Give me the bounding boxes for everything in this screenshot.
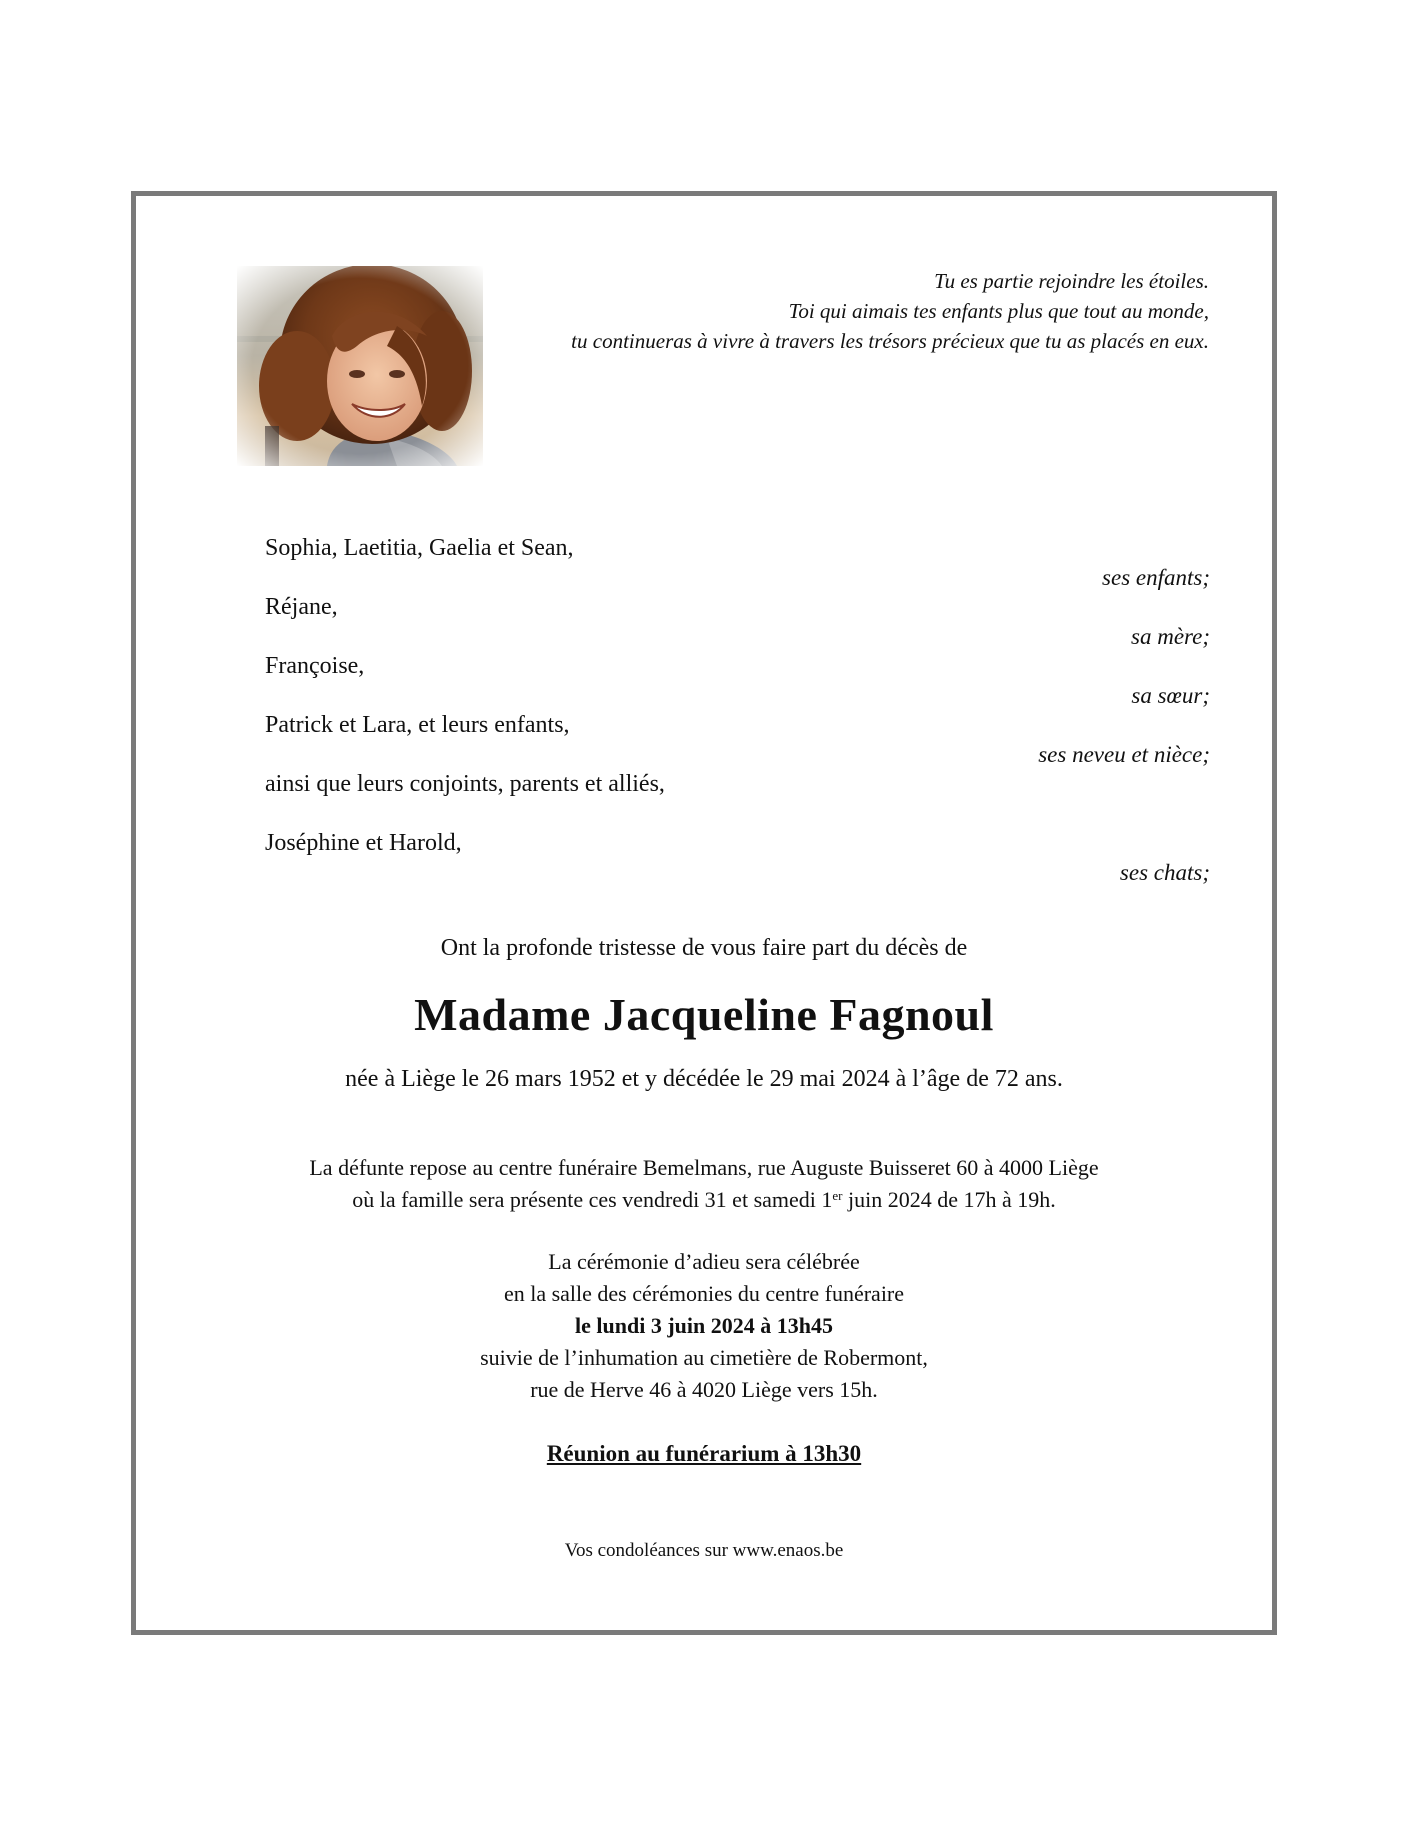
family-names: Françoise, — [265, 653, 365, 679]
family-names: ainsi que leurs conjoints, parents et alliés, — [265, 771, 665, 797]
portrait-photo — [237, 266, 483, 466]
ceremony-line: en la salle des cérémonies du centre funéraire — [503, 1281, 905, 1306]
family-relation: sa sœur; — [1131, 683, 1210, 708]
birth-death-dates: née à Liège le 26 mars 1952 et y décédée le 29 mai 2024 à l’âge de 72 ans. — [345, 1066, 1063, 1092]
poem-line: tu continueras à vivre à travers les trésors précieux que tu as placés en eux. — [571, 329, 1209, 353]
family-names: Réjane, — [265, 594, 338, 620]
ordinal-suffix: er — [832, 1188, 843, 1203]
repose-line: La défunte repose au centre funéraire Bemelmans, rue Auguste Buisseret 60 à 4000 Liège — [309, 1155, 1099, 1180]
repose-text: où la famille sera présente ces vendredi 31 et samedi 1 — [352, 1187, 833, 1212]
deceased-name: Madame Jacqueline Fagnoul — [414, 989, 994, 1040]
ceremony-line: La cérémonie d’adieu sera célébrée — [548, 1249, 860, 1274]
family-relation: ses neveu et nièce; — [1038, 742, 1210, 767]
repose-line — [131, 1184, 1277, 1216]
family-relation: ses chats; — [1119, 860, 1210, 885]
family-relation: sa mère; — [1131, 624, 1210, 649]
family-relation: ses enfants; — [1102, 565, 1210, 590]
ceremony-info — [131, 1246, 1277, 1406]
family-names: Patrick et Lara, et leurs enfants, — [265, 712, 570, 738]
poem-line: Toi qui aimais tes enfants plus que tout au monde, — [788, 299, 1209, 323]
announcement-intro: Ont la profonde tristesse de vous faire part du décès de — [440, 935, 968, 961]
ceremony-date: le lundi 3 juin 2024 à 13h45 — [575, 1313, 833, 1338]
repose-text: juin 2024 de 17h à 19h. — [842, 1187, 1056, 1212]
condolences-link: Vos condoléances sur www.enaos.be — [564, 1540, 844, 1561]
reunion-text: Réunion au funérarium à 13h30 — [546, 1441, 862, 1466]
reunion-notice — [131, 1441, 1277, 1467]
family-names: Joséphine et Harold, — [265, 830, 462, 856]
ceremony-line: rue de Herve 46 à 4020 Liège vers 15h. — [530, 1377, 878, 1402]
epitaph-poem — [449, 266, 1209, 356]
poem-line: Tu es partie rejoindre les étoiles. — [934, 269, 1209, 293]
repose-info — [131, 1152, 1277, 1216]
ceremony-line: suivie de l’inhumation au cimetière de Robermont, — [480, 1345, 928, 1370]
family-names: Sophia, Laetitia, Gaelia et Sean, — [265, 535, 574, 561]
